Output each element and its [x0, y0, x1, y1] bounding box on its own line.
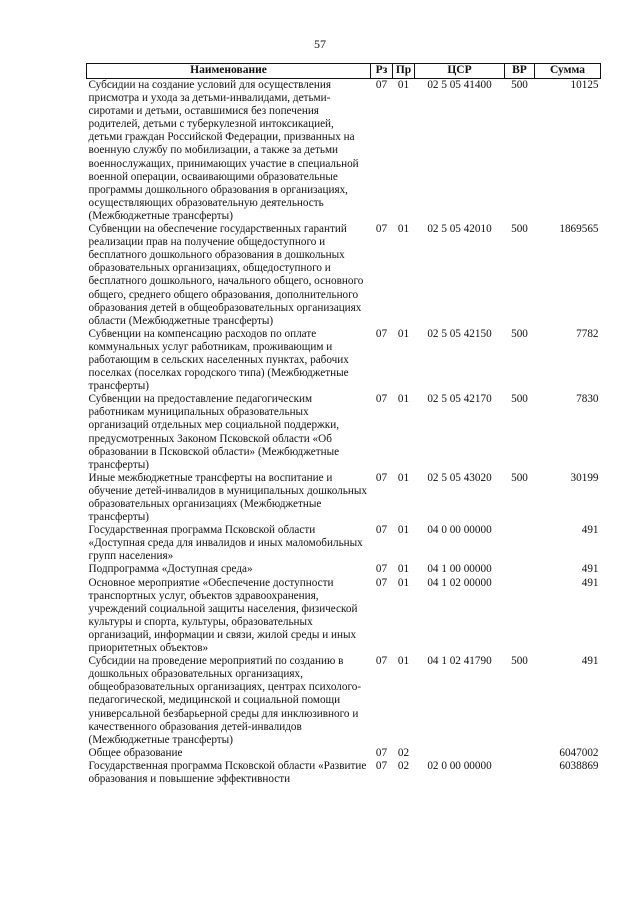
row-rz: 07	[375, 524, 388, 537]
row-pr: 01	[397, 327, 410, 340]
row-vr: 500	[511, 79, 528, 91]
header-vr: ВР	[505, 64, 535, 79]
row-rz: 07	[375, 223, 388, 236]
row-csr: 04 1 02 41790	[427, 655, 492, 668]
table-row	[87, 655, 601, 747]
row-csr: 04 1 00 00000	[427, 563, 492, 576]
row-pr: 02	[397, 746, 410, 759]
row-name: Субсидии на создание условий для осуществления присмотра и ухода за детьми-инвалидами, детьми-сиротами и детьми, оставшимися без попечения родителей, детьми с туберкулезной интоксикацией, детьми граждан Российской Федерации, призванных на военную службу по мобилизации, а также за детьми военнослужащих, принимающих участие в специальной военной операции, осваивающими образовательные программы дошкольного образования в организациях, осуществляющих образовательную деятельность (Межбюджетные трансферты)	[88, 79, 359, 222]
row-name: Субвенции на предоставление педагогическим работникам муниципальных образовательных организаций отдельных мер социальной поддержки, предусмотренных Законом Псковской области «Об образовании в Псковской области» (Межбюджетные трансферты)	[88, 393, 340, 471]
row-rz: 07	[375, 563, 388, 576]
row-pr: 01	[397, 471, 410, 484]
row-name: Государственная программа Псковской области «Развитие образования и повышение эффективности	[88, 759, 367, 785]
row-sum: 491	[581, 655, 599, 668]
row-csr: 04 1 02 00000	[427, 576, 492, 589]
row-name: Подпрограмма «Доступная среда»	[88, 563, 253, 576]
row-sum: 6038869	[559, 759, 599, 772]
row-rz: 07	[375, 759, 388, 772]
page-number: 57	[314, 37, 326, 51]
row-sum: 30199	[570, 471, 599, 484]
row-csr: 04 0 00 00000	[427, 524, 492, 537]
row-rz: 07	[375, 746, 388, 759]
row-vr	[505, 760, 535, 786]
table-row	[87, 524, 601, 563]
row-pr: 01	[397, 79, 410, 91]
table-row	[87, 223, 601, 328]
table-row	[87, 328, 601, 393]
row-vr: 500	[511, 327, 528, 340]
row-vr	[505, 524, 535, 563]
header-pr: Пр	[393, 64, 415, 79]
row-csr: 02 5 05 42170	[427, 393, 492, 406]
row-pr: 01	[397, 524, 410, 537]
row-pr: 02	[397, 759, 410, 772]
row-sum: 491	[581, 576, 599, 589]
row-vr: 500	[511, 655, 528, 668]
row-csr: 02 5 05 42150	[427, 327, 492, 340]
row-vr	[505, 577, 535, 656]
row-vr	[505, 563, 535, 576]
row-name: Общее образование	[88, 746, 183, 759]
table-row	[87, 760, 601, 786]
row-csr: 02 5 05 41400	[427, 79, 492, 91]
row-rz: 07	[375, 327, 388, 340]
row-csr: 02 5 05 42010	[427, 223, 492, 236]
row-csr: 02 0 00 00000	[427, 759, 492, 772]
row-pr: 01	[397, 655, 410, 668]
budget-table	[86, 63, 601, 786]
row-pr: 01	[397, 393, 410, 406]
row-pr: 01	[397, 563, 410, 576]
row-name: Иные межбюджетные трансферты на воспитание и обучение детей-инвалидов в муниципальных дошкольных образовательных организациях (Межбюджетные трансферты)	[88, 471, 367, 524]
row-pr: 01	[397, 223, 410, 236]
row-vr	[505, 747, 535, 760]
header-name: Наименование	[87, 64, 371, 79]
row-rz: 07	[375, 576, 388, 589]
row-rz: 07	[375, 655, 388, 668]
row-sum: 1869565	[559, 223, 599, 236]
row-sum: 491	[581, 524, 599, 537]
header-rz: Рз	[371, 64, 393, 79]
table-row	[87, 393, 601, 472]
row-rz: 07	[375, 471, 388, 484]
row-rz: 07	[375, 393, 388, 406]
row-rz: 07	[375, 79, 388, 91]
table-row	[87, 472, 601, 524]
table-row	[87, 563, 601, 576]
row-csr	[415, 747, 505, 760]
row-vr: 500	[511, 223, 528, 236]
table-row	[87, 79, 601, 224]
row-sum: 6047002	[559, 746, 599, 759]
row-sum: 10125	[570, 79, 599, 91]
row-vr: 500	[511, 471, 528, 484]
row-pr: 01	[397, 576, 410, 589]
row-sum: 7830	[576, 393, 599, 406]
row-name: Субсидии на проведение мероприятий по созданию в дошкольных образовательных организациях, общеобразовательных организациях, центрах психолого-педагогической, медицинской и социальной помощи универсальной безбарьерной среды для инклюзивного и качественного образования детей-инвалидов (Межбюджетные трансферты)	[88, 655, 362, 746]
row-name: Государственная программа Псковской области «Доступная среда для инвалидов и иных маломобильных групп населения»	[88, 524, 363, 563]
row-csr: 02 5 05 43020	[427, 471, 492, 484]
row-name: Основное мероприятие «Обеспечение доступности транспортных услуг, объектов здравоохранения, учреждений социальной защиты населения, физической культуры и спорта, культуры, образовательных организаций, информации и связи, жилой среды и иных приоритетных объектов»	[88, 576, 358, 655]
row-vr: 500	[511, 393, 528, 406]
row-sum: 7782	[576, 327, 599, 340]
header-csr: ЦСР	[415, 64, 505, 79]
table-header-row	[87, 64, 601, 79]
row-sum: 491	[581, 563, 599, 576]
header-sum: Сумма	[535, 64, 601, 79]
row-name: Субвенции на обеспечение государственных гарантий реализации прав на получение общедоступного и бесплатного дошкольного образования в дошкольных образовательных организациях, общедоступного и бесплатного дошкольного, начального общего, основного общего, среднего общего образования, дополнительного образования детей в общеобразовательных организациях области (Межбюджетные трансферты)	[88, 223, 364, 327]
table-row	[87, 747, 601, 760]
row-name: Субвенции на компенсацию расходов по оплате коммунальных услуг работникам, проживающим и работающим в сельских населенных пунктах, рабочих поселках (поселках городского типа) (Межбюджетные трансферты)	[88, 327, 349, 393]
table-row	[87, 577, 601, 656]
